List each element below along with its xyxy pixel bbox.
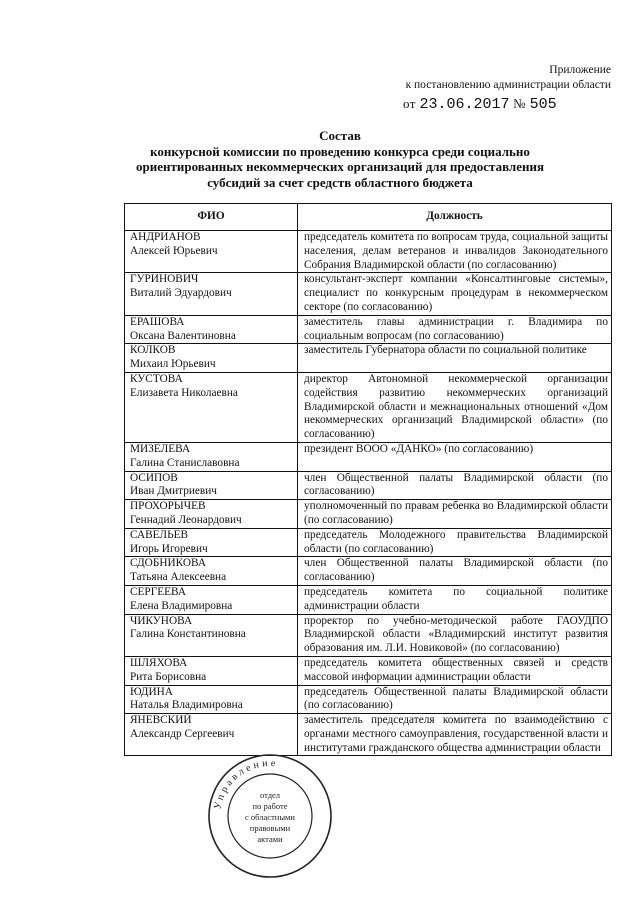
document-title — [60, 128, 620, 190]
table-row — [125, 442, 612, 471]
member-surname: МИЗЕЛЕВА — [130, 442, 191, 455]
table-row — [125, 714, 612, 756]
member-position: председатель комитета по вопросам труда, социальной защиты населения, делам ветеранов и инвалидов Законодательного Собрания Владимирской области (по согласованию) — [298, 231, 612, 273]
header-position: Должность — [298, 204, 612, 231]
member-surname: ШЛЯХОВА — [130, 656, 188, 669]
member-name-cell — [125, 372, 298, 442]
member-surname: АНДРИАНОВ — [130, 231, 201, 243]
member-position: уполномоченный по правам ребенка во Владимирской области (по согласованию) — [298, 500, 612, 529]
table-row — [125, 471, 612, 500]
attachment-note — [406, 63, 611, 93]
member-given-name: Рита Борисовна — [130, 670, 207, 683]
member-surname: ЮДИНА — [130, 685, 173, 698]
member-position: председатель Общественной палаты Владимирской области (по согласованию) — [298, 685, 612, 714]
member-name-cell — [125, 557, 298, 586]
decree-date: 23.06.2017 — [419, 96, 510, 113]
member-name-cell — [125, 442, 298, 471]
table-row — [125, 528, 612, 557]
attachment-subtitle: к постановлению администрации области — [405, 79, 611, 91]
member-position: член Общественной палаты Владимирской области (по согласованию) — [298, 557, 612, 586]
member-surname: ЧИКУНОВА — [130, 614, 193, 627]
member-surname: ЕРАШОВА — [130, 315, 185, 328]
stamp-line-5: актами — [257, 834, 283, 844]
member-given-name: Наталья Владимировна — [130, 699, 243, 712]
table-row — [125, 656, 612, 685]
decree-reference — [403, 96, 557, 113]
member-surname: ГУРИНОВИЧ — [130, 273, 199, 286]
title-line-3: ориентированных некоммерческих организаций для предоставления — [136, 159, 544, 175]
member-given-name: Алексей Юрьевич — [130, 244, 218, 257]
title-line-2: конкурсной комиссии по проведению конкурса среди социально — [150, 143, 530, 159]
table-row — [125, 685, 612, 714]
decree-number-sign: № — [513, 96, 526, 111]
member-given-name: Оксана Валентиновна — [130, 329, 236, 342]
member-position: директор Автономной некоммерческой организации содействия развитию некоммерческих организаций Владимирской области и межнациональных отношений «Дом некоммерческих организаций Владимирской области» (по согласованию) — [298, 372, 612, 442]
title-line-4: субсидий за счет средств областного бюджета — [207, 174, 473, 190]
member-position: заместитель Губернатора области по социальной политике — [298, 344, 612, 373]
table-header-row — [125, 204, 612, 231]
member-surname: СДОБНИКОВА — [130, 557, 207, 570]
table-row — [125, 557, 612, 586]
member-surname: КУСТОВА — [130, 372, 183, 385]
header-fio: ФИО — [125, 204, 298, 231]
stamp-line-2: по работе — [252, 801, 288, 811]
table-row — [125, 273, 612, 315]
member-given-name: Геннадий Леонардович — [130, 513, 242, 526]
stamp-seal — [206, 752, 334, 880]
member-name-cell — [125, 344, 298, 373]
member-given-name: Татьяна Алексеевна — [130, 571, 227, 584]
member-name-cell — [125, 471, 298, 500]
member-position: член Общественной палаты Владимирской области (по согласованию) — [298, 471, 612, 500]
member-position: председатель комитета общественных связей и средств массовой информации администрации области — [298, 656, 612, 685]
member-position: председатель Молодежного правительства Владимирской области (по согласованию) — [298, 528, 612, 557]
member-position: заместитель председателя комитета по взаимодействию с органами местного самоуправления, государственной власти и институтами гражданского общества администрации области — [298, 714, 612, 756]
member-given-name: Галина Константиновна — [130, 628, 246, 641]
commission-table — [124, 203, 612, 756]
member-surname: ЯНЕВСКИЙ — [130, 714, 192, 727]
member-given-name: Галина Станиславовна — [130, 456, 240, 469]
table-row — [125, 231, 612, 273]
decree-number: 505 — [529, 96, 557, 113]
table-row — [125, 372, 612, 442]
title-line-1: Состав — [319, 128, 361, 143]
table-row — [125, 315, 612, 344]
table-row — [125, 614, 612, 656]
member-surname: СЕРГЕЕВА — [130, 585, 187, 598]
member-given-name: Елизавета Николаевна — [130, 386, 238, 399]
member-position: председатель комитета по социальной политике администрации области — [298, 585, 612, 614]
member-surname: ПРОХОРЫЧЕВ — [130, 500, 206, 513]
stamp-line-1: отдел — [259, 790, 281, 800]
table-row — [125, 500, 612, 529]
member-surname: ОСИПОВ — [130, 471, 178, 484]
stamp-ring-textpath: Управление — [212, 757, 279, 811]
table-row — [125, 585, 612, 614]
stamp-line-3: с областными — [245, 812, 295, 822]
member-given-name: Александр Сергеевич — [130, 727, 235, 740]
member-name-cell — [125, 614, 298, 656]
member-given-name: Игорь Игоревич — [130, 542, 208, 555]
member-given-name: Елена Владимировна — [130, 599, 233, 612]
member-position: заместитель главы администрации г. Владимира по социальным вопросам (по согласованию) — [298, 315, 612, 344]
member-given-name: Михаил Юрьевич — [130, 358, 216, 371]
attachment-title: Приложение — [549, 64, 611, 76]
member-name-cell — [125, 685, 298, 714]
member-name-cell — [125, 585, 298, 614]
member-name-cell — [125, 714, 298, 756]
member-surname: КОЛКОВ — [130, 344, 176, 357]
member-position: президент ВООО «ДАНКО» (по согласованию) — [298, 442, 612, 471]
member-name-cell — [125, 656, 298, 685]
member-name-cell — [125, 528, 298, 557]
member-surname: САВЕЛЬЕВ — [130, 528, 189, 541]
member-name-cell — [125, 273, 298, 315]
member-given-name: Иван Дмитриевич — [130, 485, 217, 498]
decree-from: от — [403, 96, 416, 111]
member-name-cell — [125, 231, 298, 273]
member-name-cell — [125, 315, 298, 344]
stamp-line-4: правовыми — [249, 823, 291, 833]
member-position: консультант-эксперт компании «Консалтинговые системы», специалист по конкурсным процедурам в некоммерческом секторе (по согласованию) — [298, 273, 612, 315]
member-name-cell — [125, 500, 298, 529]
member-position: проректор по учебно-методической работе ГАОУДПО Владимирской области «Владимирский институт развития образования им. Л.И. Новиковой» (по согласованию) — [298, 614, 612, 656]
member-given-name: Виталий Эдуардович — [130, 287, 232, 300]
table-row — [125, 344, 612, 373]
